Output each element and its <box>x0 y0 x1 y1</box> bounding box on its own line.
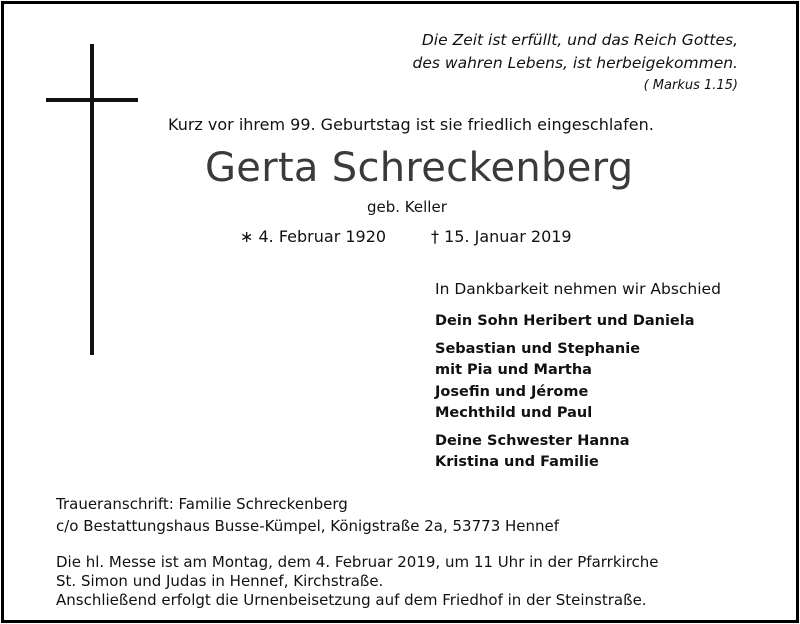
mourner-group <box>435 339 695 425</box>
deceased-name: Gerta Schreckenberg <box>205 145 634 191</box>
service-info <box>56 553 659 610</box>
intro-text: Kurz vor ihrem 99. Geburtstag ist sie friedlich eingeschlafen. <box>168 115 654 134</box>
address-line-2: c/o Bestattungshaus Busse-Kümpel, Königstraße 2a, 53773 Hennef <box>56 517 560 535</box>
service-line-3: Anschließend erfolgt die Urnenbeisetzung auf dem Friedhof in der Steinstraße. <box>56 591 647 609</box>
maiden-name: geb. Keller <box>367 198 447 216</box>
mourner-group <box>435 431 695 474</box>
mourner-line: Sebastian und Stephanie <box>435 340 641 357</box>
mourners-list <box>435 311 695 480</box>
verse-line-1: Die Zeit ist erfüllt, und das Reich Gottes, <box>421 31 738 49</box>
mourner-line: mit Pia und Martha <box>435 362 592 378</box>
cross-icon-beam <box>46 98 138 102</box>
death-date: † 15. Januar 2019 <box>431 227 572 246</box>
mourner-line: Josefin und Jérome <box>435 383 589 400</box>
verse-reference: ( Markus 1.15) <box>643 78 738 93</box>
mourning-address <box>56 493 559 537</box>
service-line-2: St. Simon und Judas in Hennef, Kirchstraße. <box>56 572 384 590</box>
service-line-1: Die hl. Messe ist am Montag, dem 4. Februar 2019, um 11 Uhr in der Pfarrkirche <box>56 553 659 571</box>
mourner-group <box>435 311 695 333</box>
mourner-line: Mechthild und Paul <box>435 405 593 421</box>
cross-icon <box>90 44 94 355</box>
farewell-text: In Dankbarkeit nehmen wir Abschied <box>435 280 721 298</box>
mourner-line: Dein Sohn Heribert und Daniela <box>435 313 695 329</box>
bible-verse <box>413 29 738 75</box>
birth-date: ∗ 4. Februar 1920 <box>240 227 387 246</box>
mourner-line: Deine Schwester Hanna <box>435 432 630 449</box>
mourner-line: Kristina und Familie <box>435 454 599 470</box>
address-line-1: Traueranschrift: Familie Schreckenberg <box>56 495 348 513</box>
verse-line-2: des wahren Lebens, ist herbeigekommen. <box>412 54 738 72</box>
